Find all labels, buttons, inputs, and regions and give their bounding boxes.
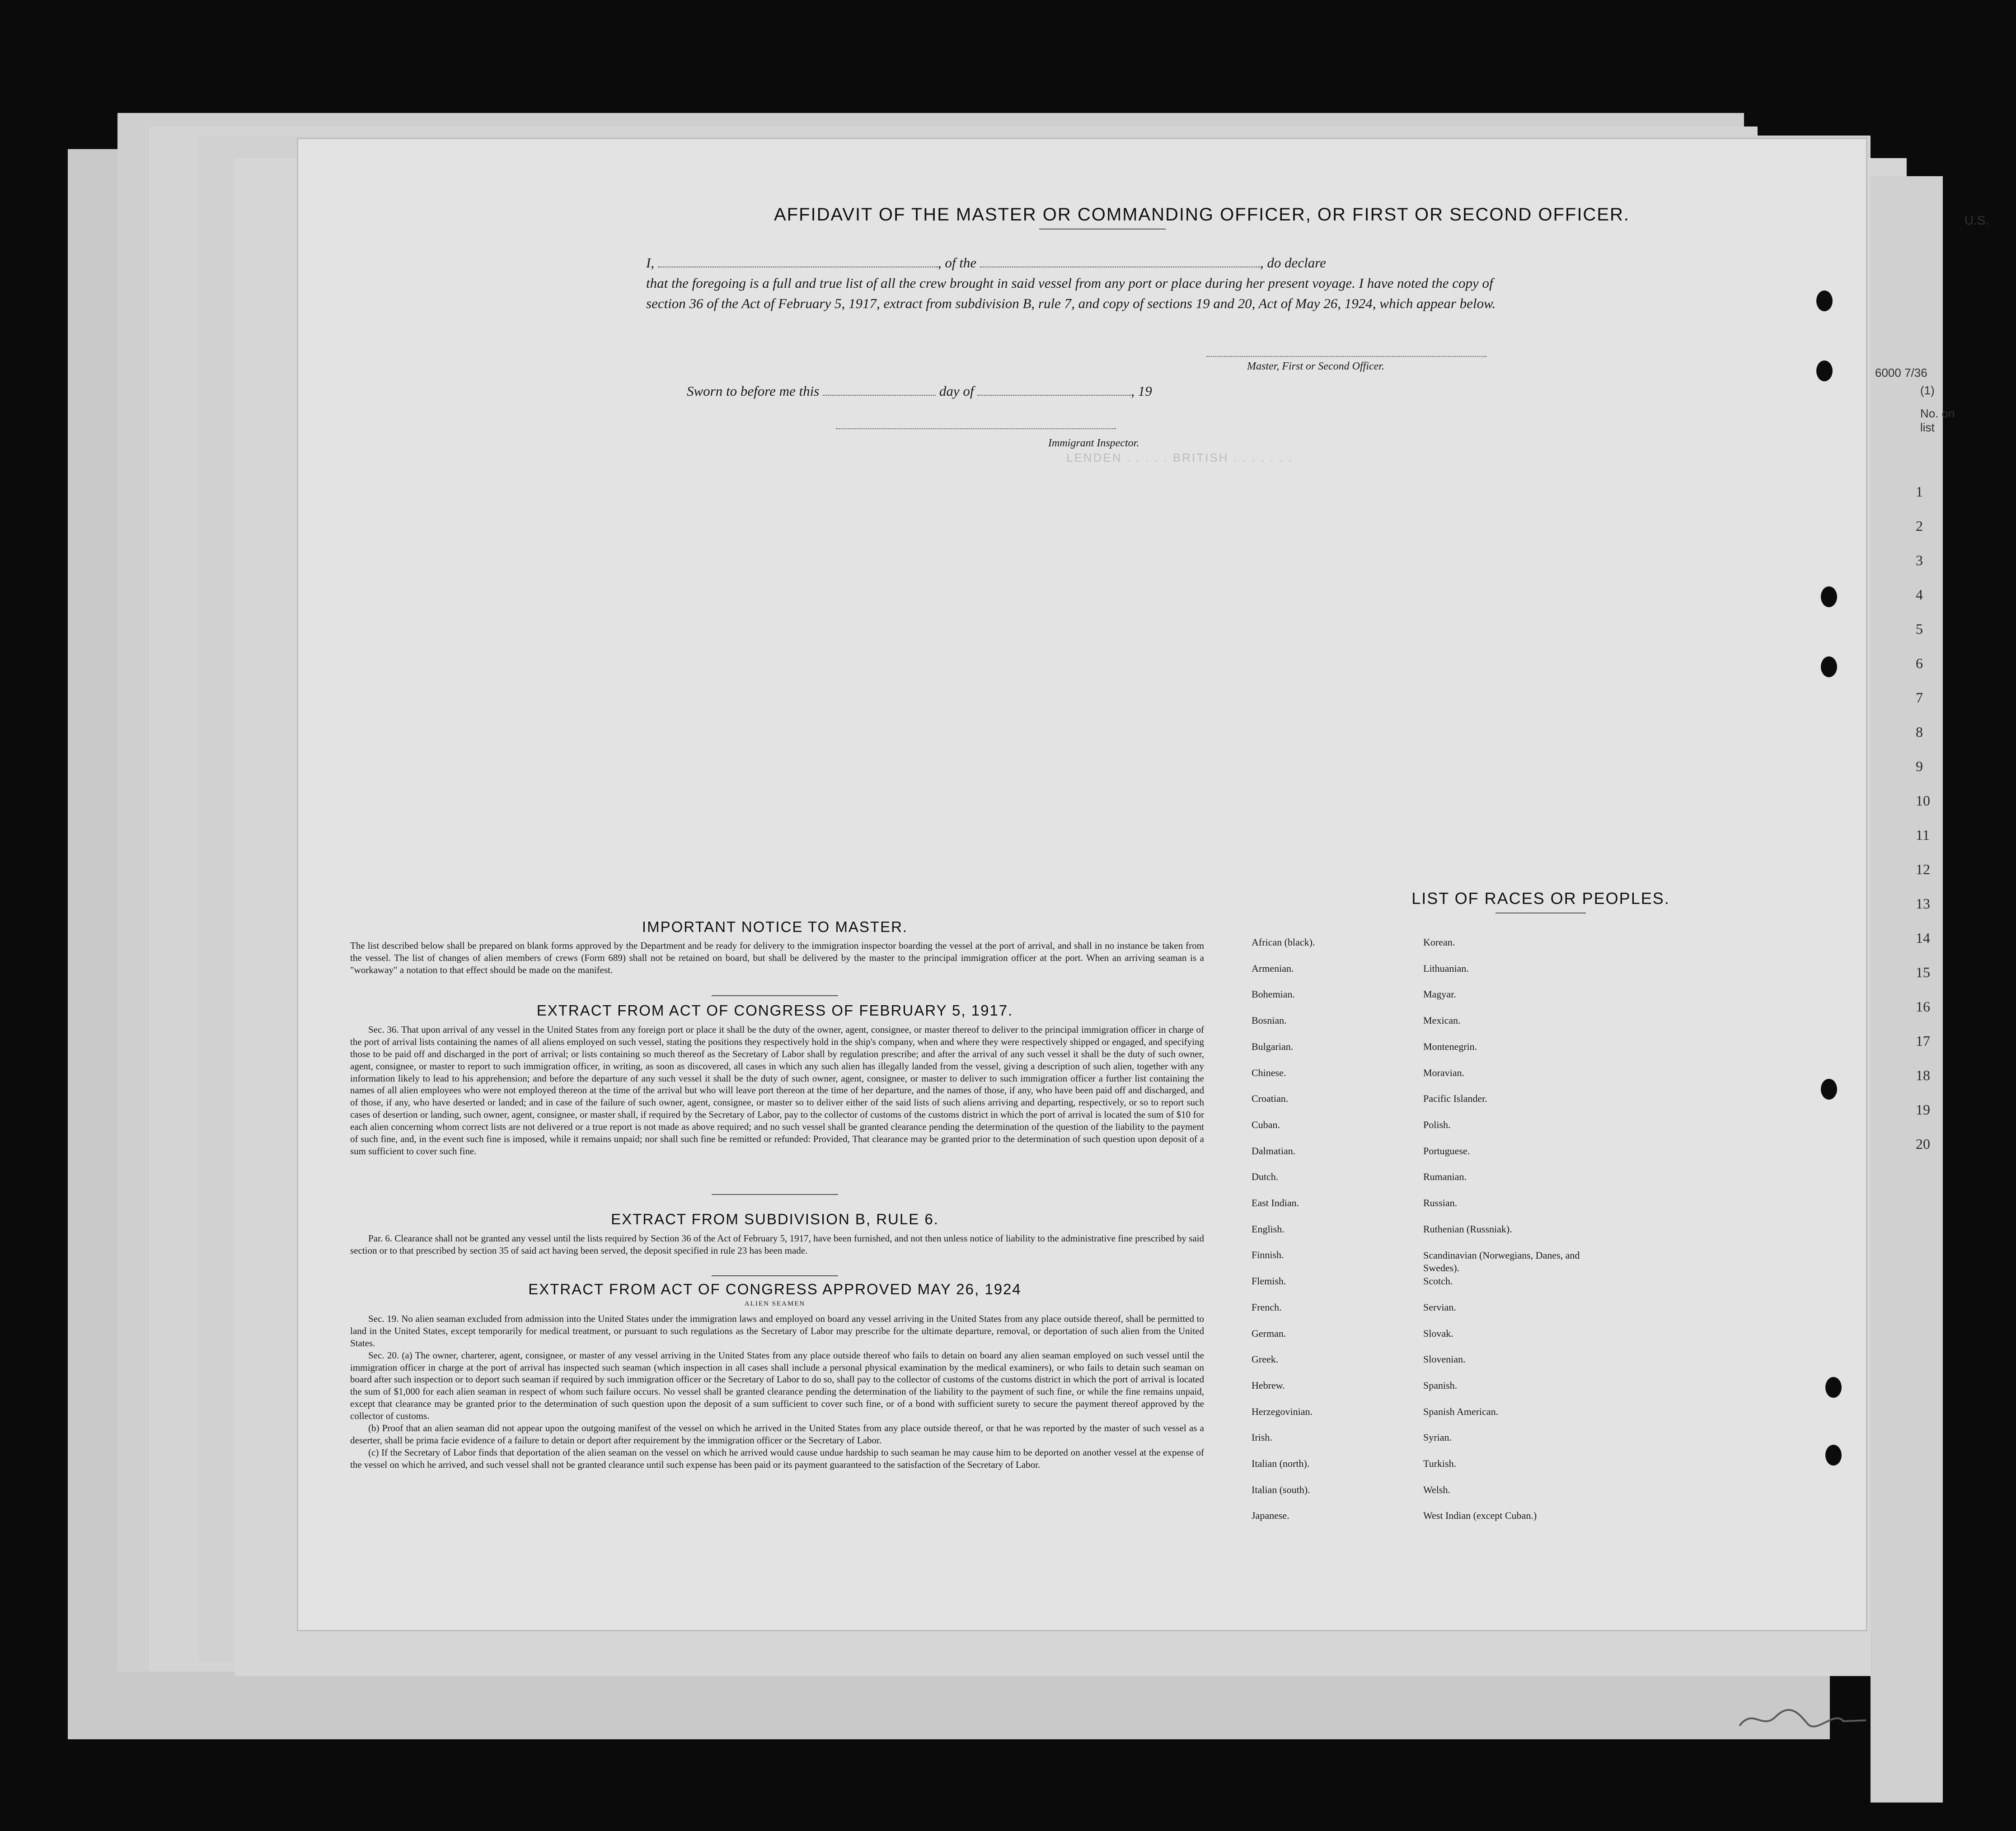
race-item: East Indian. bbox=[1252, 1197, 1299, 1208]
race-item: Bosnian. bbox=[1252, 1015, 1287, 1026]
strip-column-index: (1) bbox=[1920, 384, 1935, 397]
line-number: 10 bbox=[1916, 792, 1930, 809]
extract-1917-title: EXTRACT FROM ACT OF CONGRESS OF FEBRUARY 5, 1917. bbox=[536, 1002, 1013, 1019]
declaration-i: I, bbox=[646, 255, 655, 271]
extract-1917-body: Sec. 36. That upon arrival of any vessel in the United States from any foreign port or place it shall be the duty of the owner, agent, consignee, or master thereof to deliver to the principal immigration officer in charge of the port of arrival lists containing the names of all aliens employed on such vessel, stating the positions they respectively hold in the ship's company, when and where they were respectively shipped or engaged, and specifying those to be paid off and discharged in the port of arrival; or lists containing so much thereof as the Secretary of Labor shall by regulation prescribe; and after the arrival of any such vessel it shall be the duty of such owner, agent, consignee, or master to report to such immigration officer, in writing, as soon as discovered, all cases in which any such alien has illegally landed from the vessel, giving a description of such alien, together with any information likely to lead to his apprehension; and before the departure of any such vessel it shall be the duty of such owner, agent, consignee, or master to deliver to such immigration officer a further list containing the names of all alien employees who were not employed thereon at the time of the arrival but who will leave port thereon at the time of her departure, and the names of those, if any, who have been paid off and discharged, and of those, if any, who have deserted or landed; and in case of the failure of such owner, agent, consignee, or master so to deliver either of the said lists of such aliens arriving and departing, respectively, or so to report such cases of desertion or landing, such owner, agent, consignee, or master shall, if required by the Secretary of Labor, pay to the collector of customs of the customs district in which the port of arrival is located the sum of $10 for each alien concerning whom correct lists are not delivered or a true report is not made as above required; and no such vessel shall be granted clearance pending the determination of the question of the liability to the payment of such fine, and, in the event such fine is imposed, while it remains unpaid; nor shall such fine be remitted or refunded: Provided, That clearance may be granted prior to the determination of such question upon deposit of a sum sufficient to cover such fine. bbox=[350, 1024, 1204, 1157]
race-item: Syrian. bbox=[1423, 1432, 1452, 1443]
extract-1924-subtitle: ALIEN SEAMEN bbox=[744, 1300, 806, 1307]
race-item: Lithuanian. bbox=[1423, 962, 1469, 974]
affidavit-declaration bbox=[646, 253, 1505, 314]
race-item: Bulgarian. bbox=[1252, 1040, 1294, 1052]
sworn-text-a: Sworn to before me this bbox=[687, 383, 820, 399]
race-item: Irish. bbox=[1252, 1432, 1272, 1443]
race-item: Flemish. bbox=[1252, 1275, 1286, 1287]
inspector-signature-line[interactable] bbox=[836, 428, 1116, 429]
line-number: 12 bbox=[1916, 861, 1930, 877]
line-number: 4 bbox=[1916, 586, 1923, 603]
race-item: Pacific Islander. bbox=[1423, 1093, 1487, 1105]
race-item: Slovak. bbox=[1423, 1327, 1453, 1339]
race-item: Ruthenian (Russniak). bbox=[1423, 1223, 1512, 1235]
line-number-column bbox=[1916, 483, 1961, 1170]
name-blank[interactable] bbox=[658, 256, 938, 267]
line-number: 8 bbox=[1916, 724, 1923, 740]
bleed-through-text: LENDEN . . . . . BRITISH . . . . . . . bbox=[1066, 451, 1294, 464]
race-item: Korean. bbox=[1423, 937, 1455, 948]
line-number: 17 bbox=[1916, 1033, 1930, 1049]
race-item: West Indian (except Cuban.) bbox=[1423, 1510, 1537, 1522]
race-item: Croatian. bbox=[1252, 1093, 1289, 1105]
race-item: Armenian. bbox=[1252, 962, 1294, 974]
section-divider bbox=[712, 1275, 838, 1276]
section-divider bbox=[712, 995, 838, 996]
race-item: Dalmatian. bbox=[1252, 1145, 1296, 1157]
race-item: Herzegovinian. bbox=[1252, 1405, 1313, 1417]
race-item: African (black). bbox=[1252, 937, 1315, 948]
line-number: 15 bbox=[1916, 964, 1930, 980]
race-item: English. bbox=[1252, 1223, 1285, 1235]
race-item: Servian. bbox=[1423, 1301, 1456, 1313]
line-number: 14 bbox=[1916, 930, 1930, 946]
extract-1924-title: EXTRACT FROM ACT OF CONGRESS APPROVED MAY 26, 1924 bbox=[528, 1281, 1022, 1297]
strip-label: U.S. bbox=[1964, 213, 1989, 227]
race-item: Cuban. bbox=[1252, 1119, 1280, 1130]
subdivision-b-body: Par. 6. Clearance shall not be granted any vessel until the lists required by Section 36 of the Act of February 5, 1917, have been furnished, and not then unless notice of liability to the administrative fine prescribed by said section or to that prescribed by section 35 of said act having been served, the deposit specified in rule 23 has been made. bbox=[350, 1233, 1204, 1256]
month-blank[interactable] bbox=[977, 384, 1131, 396]
race-item: Scandinavian (Norwegians, Danes, and Swedes). bbox=[1423, 1250, 1580, 1274]
strip-column-head bbox=[1875, 366, 2006, 435]
punch-hole bbox=[1821, 586, 1837, 607]
punch-hole bbox=[1825, 1377, 1842, 1398]
race-item: Dutch. bbox=[1252, 1171, 1279, 1183]
race-item: Moravian. bbox=[1423, 1067, 1465, 1078]
line-number: 9 bbox=[1916, 758, 1923, 774]
race-item: German. bbox=[1252, 1327, 1286, 1339]
race-item: Spanish American. bbox=[1423, 1405, 1499, 1417]
race-item: Spanish. bbox=[1423, 1379, 1458, 1391]
race-item: Hebrew. bbox=[1252, 1379, 1285, 1391]
line-number: 20 bbox=[1916, 1136, 1930, 1152]
affidavit-page bbox=[298, 139, 1866, 1630]
vessel-blank[interactable] bbox=[980, 256, 1260, 267]
notice-title: IMPORTANT NOTICE TO MASTER. bbox=[642, 918, 908, 935]
section-20c: (c) If the Secretary of Labor finds that deportation of the alien seaman on the vessel on which he arrived would cause undue hardship to such seaman he may cause him to be deported on another vessel at the expense of the vessel on which he arrived, and such vessel shall not be granted clearance until such expense has been paid or its payment guaranteed to the satisfaction of the Secretary of Labor. bbox=[350, 1447, 1204, 1470]
declaration-of-the: , of the bbox=[938, 255, 977, 271]
day-blank[interactable] bbox=[823, 384, 936, 396]
race-item: Chinese. bbox=[1252, 1067, 1286, 1078]
line-number: 1 bbox=[1916, 483, 1923, 500]
race-item: Mexican. bbox=[1423, 1015, 1461, 1026]
punch-hole bbox=[1816, 290, 1833, 311]
strip-column-title: No. on list bbox=[1920, 407, 1955, 434]
race-item: Scotch. bbox=[1423, 1275, 1453, 1287]
inspector-caption: Immigrant Inspector. bbox=[1048, 437, 1139, 449]
race-item: Italian (south). bbox=[1252, 1484, 1310, 1495]
line-number: 6 bbox=[1916, 655, 1923, 671]
punch-hole bbox=[1821, 1079, 1837, 1100]
race-item: Bohemian. bbox=[1252, 988, 1295, 1000]
notice-body: The list described below shall be prepared on blank forms approved by the Department and be ready for delivery to the immigration inspector boarding the vessel at the port of arrival, and shall in no instance be taken from the vessel. The list of changes of alien members of crews (Form 689) shall not be retained on board, but shall be delivered by the master to the principal immigration officer at the port. When an arriving seaman is a "workaway" a notation to that effect should be made on the manifest. bbox=[350, 940, 1204, 975]
punch-hole bbox=[1816, 361, 1833, 381]
signature-caption: Master, First or Second Officer. bbox=[1247, 361, 1384, 372]
handwritten-mark bbox=[1735, 1703, 1871, 1735]
race-item: Italian (north). bbox=[1252, 1458, 1310, 1469]
line-number: 3 bbox=[1916, 552, 1923, 568]
signature-line[interactable] bbox=[1206, 356, 1486, 357]
strip-form-number: 6000 7/36 bbox=[1875, 366, 1927, 379]
race-item: Welsh. bbox=[1423, 1484, 1450, 1495]
section-divider bbox=[712, 1194, 838, 1195]
line-number: 13 bbox=[1916, 895, 1930, 912]
race-item: Turkish. bbox=[1423, 1458, 1457, 1469]
line-number: 2 bbox=[1916, 518, 1923, 534]
race-item: Finnish. bbox=[1252, 1249, 1284, 1261]
punch-hole bbox=[1825, 1445, 1842, 1466]
extract-1924-body bbox=[350, 1313, 1204, 1470]
race-item: Rumanian. bbox=[1423, 1171, 1467, 1183]
sworn-text-c: , 19 bbox=[1131, 383, 1152, 399]
line-number: 16 bbox=[1916, 998, 1930, 1015]
section-20a: Sec. 20. (a) The owner, charterer, agent, consignee, or master of any vessel arriving in the United States from any place outside thereof who fails to detain on board any alien seaman employed on such vessel until the immigration officer in charge at the port of arrival has inspected such seaman (which inspection in all cases shall include a personal physical examination by the medical examiners), or who fails to detain such seaman on board after such inspection or to deport such seaman if required by such immigration officer or the Secretary of Labor to do so, shall pay to the collector of customs of the customs district in which the port of arrival is located the sum of $1,000 for each alien seaman in respect of whom such failure occurs. No vessel shall be granted clearance pending the determination of the liability to the payment of such fine, or while the fine remains unpaid, except that clearance may be granted prior to the determination of such question upon the deposit of a sum sufficient to cover such fine, or of a bond with sufficient surety to secure the payment thereof approved by the collector of customs. bbox=[350, 1349, 1204, 1421]
declaration-do-declare: , do declare bbox=[1260, 255, 1326, 271]
race-item: Montenegrin. bbox=[1423, 1040, 1477, 1052]
affidavit-title: AFFIDAVIT OF THE MASTER OR COMMANDING OFFICER, OR FIRST OR SECOND OFFICER. bbox=[774, 205, 1630, 225]
section-19: Sec. 19. No alien seaman excluded from admission into the United States under the immigration laws and employed on board any vessel arriving in the United States from any place outside thereof, shall be permitted to land in the United States, except temporarily for medical treatment, or pursuant to such regulations as the Secretary of Labor may prescribe for the ultimate departure, removal, or deportation of such alien from the United States. bbox=[350, 1313, 1204, 1349]
race-item: French. bbox=[1252, 1301, 1282, 1313]
race-item: Polish. bbox=[1423, 1119, 1451, 1130]
race-item: Japanese. bbox=[1252, 1510, 1289, 1522]
races-title: LIST OF RACES OR PEOPLES. bbox=[1411, 889, 1670, 908]
line-number: 18 bbox=[1916, 1067, 1930, 1083]
line-number: 7 bbox=[1916, 689, 1923, 706]
line-number: 5 bbox=[1916, 621, 1923, 637]
subdivision-b-title: EXTRACT FROM SUBDIVISION B, RULE 6. bbox=[611, 1211, 939, 1227]
line-number: 11 bbox=[1916, 827, 1930, 843]
declaration-body: that the foregoing is a full and true list of all the crew brought in said vessel from any port or place during her present voyage. I have noted the copy of section 36 of the Act of February 5, 1917, extract from subdivision B, rule 7, and copy of sections 19 and 20, Act of May 26, 1924, which appear below. bbox=[646, 275, 1496, 311]
section-20b: (b) Proof that an alien seaman did not appear upon the outgoing manifest of the vessel on which he arrived in the United States from any place outside thereof, or that he was reported by the master of such vessel as a deserter, shall be prima facie evidence of a failure to detain or deport after requirement by the immigration officer or the Secretary of Labor. bbox=[350, 1422, 1204, 1446]
race-item: Greek. bbox=[1252, 1353, 1279, 1365]
race-item: Portuguese. bbox=[1423, 1145, 1470, 1157]
punch-hole bbox=[1821, 656, 1837, 677]
line-number: 19 bbox=[1916, 1101, 1930, 1118]
race-item: Slovenian. bbox=[1423, 1353, 1466, 1365]
race-item: Russian. bbox=[1423, 1197, 1458, 1208]
race-item: Magyar. bbox=[1423, 988, 1456, 1000]
sworn-statement bbox=[687, 383, 1274, 399]
sworn-text-b: day of bbox=[939, 383, 974, 399]
